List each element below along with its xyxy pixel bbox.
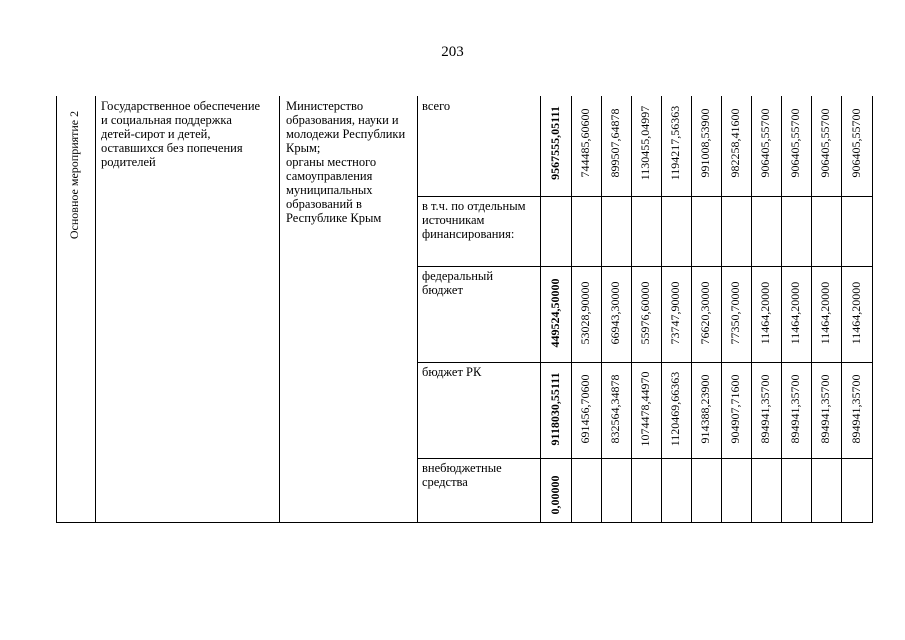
funding-total-value: 0,00000 [547,475,562,515]
funding-year-value: 906405,55700 [818,108,832,178]
executor-line: самоуправления [286,169,373,183]
column-divider [56,96,57,522]
funding-total-value: 449524,50000 [547,278,562,348]
activity-line: детей-сирот и детей, [101,127,211,141]
activity-line: оставшихся без попечения [101,141,243,155]
executor-line: Министерство [286,99,364,113]
funding-source-label: внебюджетные [422,461,502,475]
executor-line: Республике Крым [286,211,382,225]
funding-year-value: 1120469,66363 [668,371,682,447]
funding-year-value: 76620,30000 [698,281,712,345]
page-number: 203 [441,44,464,60]
funding-year-value: 894941,35700 [848,374,863,444]
funding-year-value: 982258,41600 [728,108,742,178]
funding-total-value: 9567555,05111 [547,106,562,180]
funding-year-value: 1130455,04997 [638,105,652,181]
executor-line: образований в [286,197,362,211]
funding-year-value: 894941,35700 [788,374,802,444]
activity-line: родителей [101,155,156,169]
funding-year-value: 11464,20000 [848,281,863,345]
funding-source-label: источникам [422,213,485,227]
table-bottom-border [56,522,873,523]
executor-line: образования, науки и [286,113,399,127]
funding-year-value: 899507,64878 [608,108,622,178]
funding-source-label: бюджет [422,283,463,297]
funding-year-value: 1194217,56363 [668,105,682,181]
funding-year-value: 11464,20000 [788,281,802,345]
funding-year-value: 55976,60000 [638,281,652,345]
funding-year-value: 77350,70000 [728,281,742,345]
funding-year-value: 906405,55700 [758,108,772,178]
funding-year-value: 1074478,44970 [638,371,652,447]
funding-source-label: федеральный [422,269,494,283]
funding-year-value: 906405,55700 [788,108,802,178]
funding-year-value: 906405,55700 [848,108,863,178]
funding-year-value: 691456,70600 [578,374,592,444]
funding-year-value: 66943,30000 [608,281,622,345]
executor-line: молодежи Республики [286,127,406,141]
funding-year-value: 53028,90000 [578,281,592,345]
funding-year-value: 904907,71600 [728,374,742,444]
funding-source-label: средства [422,475,468,489]
funding-year-value: 11464,20000 [758,281,772,345]
funding-total-value: 9118030,55111 [547,372,562,446]
funding-year-value: 744485,60600 [578,108,592,178]
funding-source-label: финансирования: [422,227,515,241]
funding-year-value: 894941,35700 [818,374,832,444]
activity-line: и социальная поддержка [101,113,232,127]
funding-source-label: всего [422,99,451,113]
row-label: Основное мероприятие 2 [67,110,81,240]
funding-year-value: 832564,34878 [608,374,622,444]
column-divider [279,96,280,522]
funding-source-label: бюджет РК [422,365,482,379]
column-divider [95,96,96,522]
funding-year-value: 11464,20000 [818,281,832,345]
funding-source-label: в т.ч. по отдельным [422,199,526,213]
executor-line: органы местного [286,155,377,169]
funding-year-value: 914388,23900 [698,374,712,444]
executor-line: муниципальных [286,183,373,197]
activity-line: Государственное обеспечение [101,99,261,113]
funding-year-value: 73747,90000 [668,281,682,345]
funding-year-value: 991008,53900 [698,108,712,178]
funding-year-value: 894941,35700 [758,374,772,444]
executor-line: Крым; [286,141,321,155]
